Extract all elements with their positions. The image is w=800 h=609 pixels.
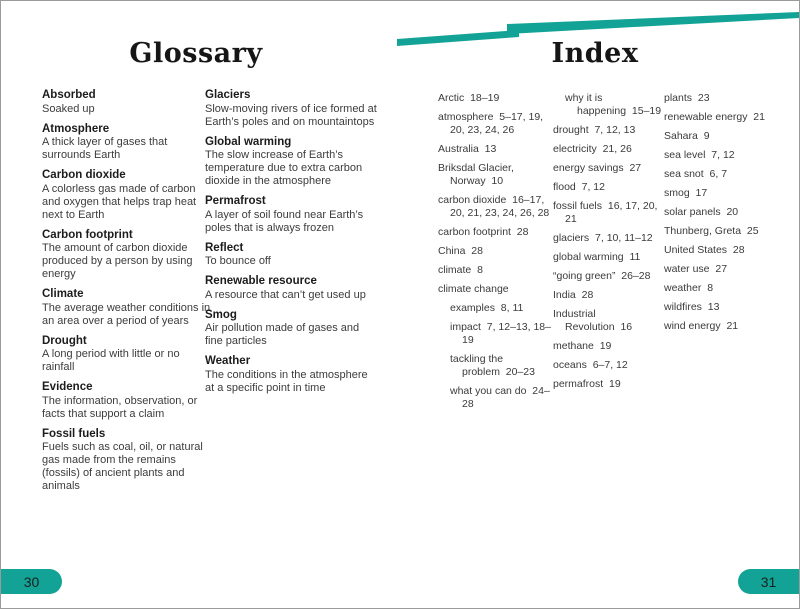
index-entry: why it is happening 15–19 — [565, 92, 662, 117]
glossary-entry — [42, 335, 214, 375]
glossary-definition: Slow-moving rivers of ice formed at Earth’s poles and on mountaintops — [205, 102, 377, 128]
glossary-term: Absorbed — [42, 89, 96, 101]
glossary-definition: A thick layer of gases that surrounds Earth — [42, 136, 168, 161]
glossary-entry — [42, 169, 214, 222]
glossary-term: Weather — [205, 355, 251, 367]
glossary-column-1 — [42, 89, 214, 500]
glossary-term: Permafrost — [205, 195, 266, 207]
index-entry: Arctic 18–19 — [438, 92, 500, 104]
index-entry: India 28 — [553, 289, 594, 301]
index-entry: fossil fuels 16, 17, 20, 21 — [553, 200, 658, 225]
index-entry: water use 27 — [664, 263, 728, 275]
index-column-2 — [553, 92, 665, 397]
index-entry: climate change — [438, 283, 509, 295]
index-entry: smog 17 — [664, 187, 708, 199]
glossary-entry — [42, 123, 214, 163]
index-entry: “going green” 26–28 — [553, 270, 651, 282]
glossary-definition: A long period with little or no rainfall — [42, 348, 180, 373]
index-entry: what you can do 24–28 — [450, 385, 550, 410]
glossary-term: Renewable resource — [205, 275, 317, 287]
glossary-definition: A resource that can’t get used up — [205, 288, 366, 301]
index-entry: solar panels 20 — [664, 206, 739, 218]
glossary-column-2 — [205, 89, 377, 402]
index-entry: United States 28 — [664, 244, 745, 256]
glossary-term: Fossil fuels — [42, 427, 106, 440]
glossary-term: Global warming — [205, 135, 292, 148]
index-column-1 — [438, 92, 557, 417]
index-entry: weather 8 — [664, 282, 714, 294]
glossary-definition: To bounce off — [205, 255, 271, 267]
glossary-term: Smog — [205, 308, 237, 321]
glossary-term: Glaciers — [205, 89, 251, 101]
glossary-definition: Air pollution made of gases and fine particles — [205, 322, 360, 347]
glossary-definition: The slow increase of Earth’s temperature due to extra carbon dioxide in the atmosphere — [205, 149, 363, 187]
index-entry: carbon footprint 28 — [438, 226, 529, 238]
glossary-definition: The conditions in the atmosphere at a specific point in time — [205, 368, 368, 394]
glossary-entry — [205, 195, 377, 235]
glossary-entry — [205, 355, 377, 395]
index-entry: methane 19 — [553, 340, 612, 352]
index-entry: climate 8 — [438, 264, 483, 276]
glossary-entry — [42, 288, 214, 328]
glossary-entry — [42, 428, 214, 494]
glossary-term: Evidence — [42, 381, 93, 393]
index-entry: permafrost 19 — [553, 378, 621, 390]
index-entry: tackling the problem 20–23 — [450, 353, 535, 378]
index-entry: energy savings 27 — [553, 162, 642, 174]
index-entry: flood 7, 12 — [553, 181, 605, 193]
glossary-title: Glossary — [129, 38, 263, 69]
glossary-term: Drought — [42, 334, 87, 347]
index-entry: Thunberg, Greta 25 — [664, 225, 759, 237]
index-entry: plants 23 — [664, 92, 710, 104]
index-entry: renewable energy 21 — [664, 111, 765, 123]
index-entry: examples 8, 11 — [450, 302, 524, 314]
glossary-term: Atmosphere — [42, 122, 110, 135]
page-number-left: 30 — [1, 569, 62, 594]
glossary-entry — [42, 229, 214, 282]
index-entry: Industrial Revolution 16 — [553, 308, 633, 333]
glossary-entry — [205, 275, 377, 302]
index-entry: sea level 7, 12 — [664, 149, 735, 161]
index-entry: wind energy 21 — [664, 320, 739, 332]
glossary-definition: A colorless gas made of carbon and oxygen that helps trap heat next to Earth — [42, 182, 197, 221]
glossary-definition: The amount of carbon dioxide produced by a person by using energy — [42, 242, 193, 280]
index-column-3 — [664, 92, 792, 339]
glossary-definition: Fuels such as coal, oil, or natural gas made from the remains (fossils) of ancient plants and animals — [42, 441, 203, 492]
index-entry: Australia 13 — [438, 143, 497, 155]
index-entry: carbon dioxide 16–17, 20, 21, 23, 24, 26, 28 — [438, 194, 550, 219]
index-entry: oceans 6–7, 12 — [553, 359, 628, 371]
glossary-page — [1, 1, 391, 608]
index-entry: atmosphere 5–17, 19, 20, 23, 24, 26 — [438, 111, 544, 136]
index-entry: Sahara 9 — [664, 130, 710, 142]
index-entry: China 28 — [438, 245, 483, 257]
index-entry: electricity 21, 26 — [553, 143, 632, 155]
glossary-entry — [205, 136, 377, 189]
index-entry: wildfires 13 — [664, 301, 720, 313]
glossary-entry — [42, 89, 214, 116]
glossary-definition: The information, observation, or facts that support a claim — [42, 394, 198, 420]
index-entry: Briksdal Glacier, Norway 10 — [438, 162, 514, 187]
page-number-right: 31 — [738, 569, 799, 594]
index-entry: drought 7, 12, 13 — [553, 124, 636, 136]
glossary-definition: The average weather conditions in an area over a period of years — [42, 301, 211, 327]
glossary-term: Carbon dioxide — [42, 169, 126, 181]
glossary-definition: Soaked up — [42, 102, 95, 115]
index-entry: impact 7, 12–13, 18–19 — [450, 321, 551, 346]
glossary-term: Carbon footprint — [42, 228, 133, 241]
index-page — [391, 1, 799, 608]
glossary-term: Climate — [42, 288, 84, 300]
index-entry: glaciers 7, 10, 11–12 — [553, 232, 653, 244]
glossary-definition: A layer of soil found near Earth’s poles that is always frozen — [205, 208, 364, 234]
index-entry: sea snot 6, 7 — [664, 168, 728, 180]
glossary-entry — [42, 381, 214, 421]
glossary-entry — [205, 89, 377, 129]
glossary-entry — [205, 309, 377, 349]
glossary-entry — [205, 242, 377, 269]
glossary-term: Reflect — [205, 241, 244, 254]
index-title: Index — [551, 38, 639, 69]
index-entry: global warming 11 — [553, 251, 641, 263]
